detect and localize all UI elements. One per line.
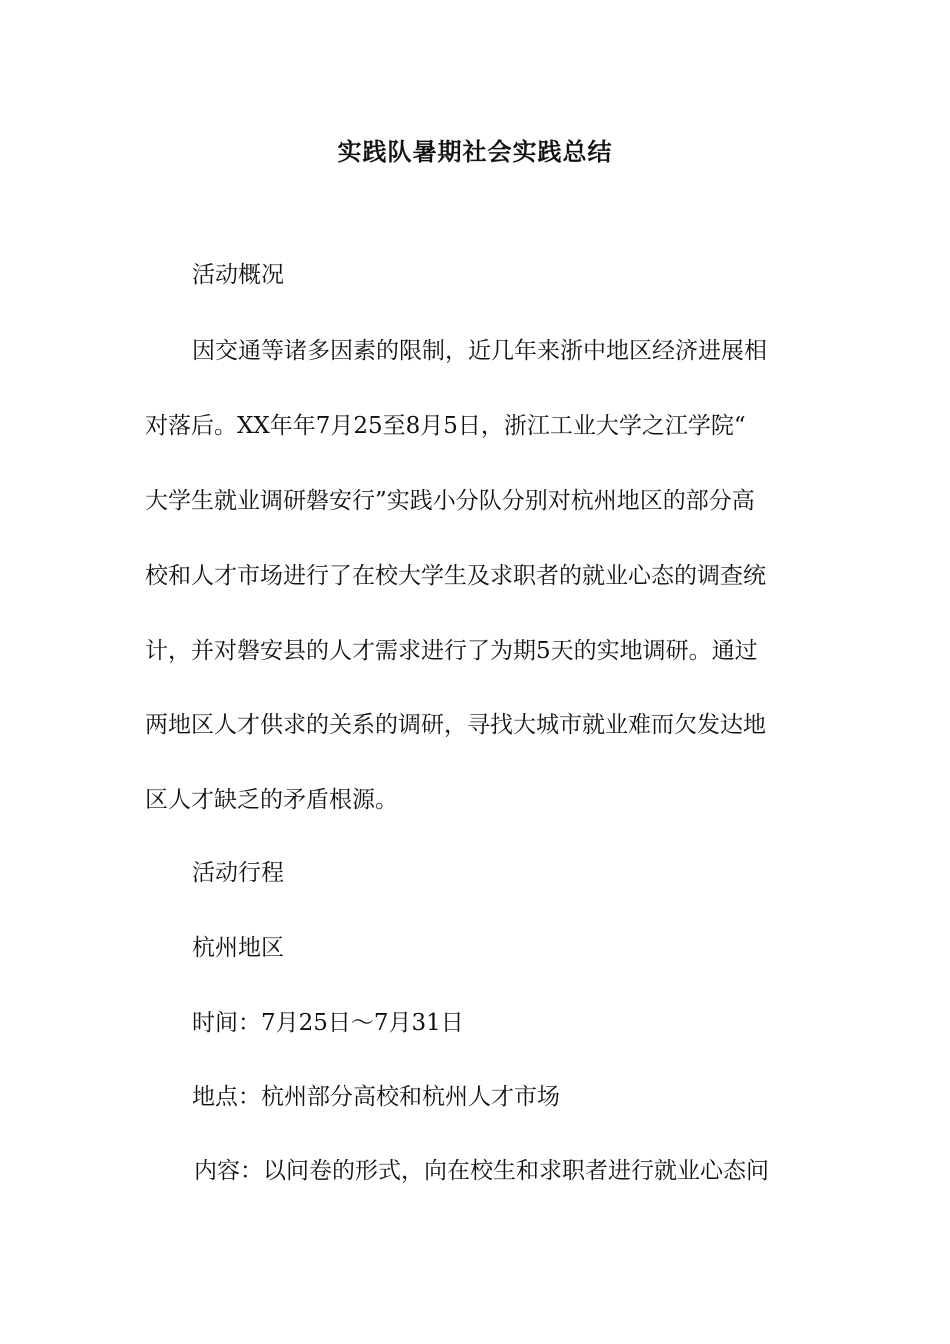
- content-line: 内容：以问卷的形式，向在校生和求职者进行就业心态问: [194, 1158, 769, 1184]
- place-line: 地点：杭州部分高校和杭州人才市场: [192, 1084, 560, 1110]
- paragraph-line-1: 因交通等诸多因素的限制，近几年来浙中地区经济进展相: [192, 338, 767, 364]
- location-heading: 杭州地区: [192, 935, 284, 961]
- paragraph-line-5: 计，并对磐安县的人才需求进行了为期5天的实地调研。通过: [145, 638, 758, 664]
- time-line: 时间：7月25日～7月31日: [192, 1010, 464, 1036]
- document-title: 实践队暑期社会实践总结: [337, 137, 613, 166]
- paragraph-line-6: 两地区人才供求的关系的调研，寻找大城市就业难而欠发达地: [145, 712, 766, 738]
- section-heading-itinerary: 活动行程: [192, 860, 284, 886]
- paragraph-line-2: 对落后。XX年年7月25至8月5日，浙江工业大学之江学院“: [145, 413, 746, 439]
- paragraph-line-4: 校和人才市场进行了在校大学生及求职者的就业心态的调查统: [145, 563, 766, 589]
- section-heading-overview: 活动概况: [192, 262, 284, 288]
- paragraph-line-3: 大学生就业调研磐安行”实践小分队分别对杭州地区的部分高: [145, 488, 755, 514]
- paragraph-line-7: 区人才缺乏的矛盾根源。: [145, 787, 398, 813]
